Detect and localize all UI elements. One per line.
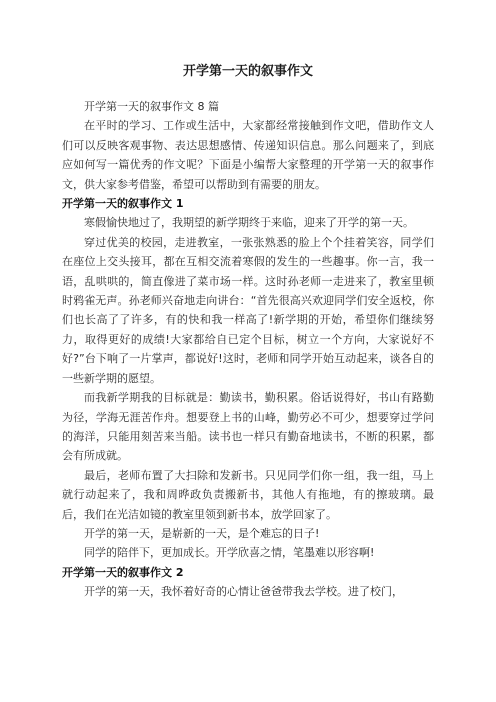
body-paragraph: 寒假愉快地过了，我期望的新学期终于来临，迎来了开学的第一天。: [84, 216, 414, 230]
document-body: [62, 97, 434, 602]
body-paragraph: 而我新学期我的目标就是：勤读书，勤积累。俗话说得好，书山有路勤为径，学海无涯苦作舟。想要登上书的山峰，勤劳必不可少，想要穿过学问的海洋，只能用刻苦来当船。读书也一样只有勤奋地读书，不断的积累，都会有所成就。: [62, 391, 434, 463]
body-paragraph: 最后，老师布置了大扫除和发新书。只见同学们你一组，我一组，马上就行动起来了，我和周晔政负责搬新书，其他人有拖地，有的擦玻璃。最后，我们在光洁如镜的教室里领到新书本，放学回家了。: [62, 468, 434, 521]
document-title: 开学第一天的叙事作文: [182, 64, 313, 79]
body-paragraph: 开学的第一天，是崭新的一天，是个难忘的日子!: [84, 526, 320, 540]
intro-paragraph: 在平时的学习、工作或生活中，大家都经常接触到作文吧，借助作文人们可以反映客观事物、表达思想感情、传递知识信息。那么问题来了，到底应如何写一篇优秀的作文呢？下面是小编帮大家整理的开学第一天的叙事作文，供大家参考借鉴，希望可以帮助到有需要的朋友。: [62, 119, 434, 191]
section-heading: 开学第一天的叙事作文 2: [62, 565, 184, 579]
section-heading: 开学第一天的叙事作文 1: [62, 197, 184, 211]
body-paragraph: 开学的第一天，我怀着好奇的心情让爸爸带我去学校。进了校门，: [84, 585, 403, 599]
subtitle-line: 开学第一天的叙事作文 8 篇: [84, 100, 219, 113]
body-paragraph: 穿过优美的校园，走进教室，一张张熟悉的脸上个个挂着笑容，同学们在座位上交头接耳，都在互相交流着寒假的发生的一些趣事。你一言，我一语，乱哄哄的，简直像进了菜市场一样。这时孙老师一走进来了，教室里顿时鸦雀无声。孙老师兴奋地走向讲台：“首先很高兴欢迎同学们安全返校，你们也长高了了许多，有的快和我一样高了!新学期的开始，希望你们继续努力，取得更好的成绩!大家都给自已定个目标，树立一个方向，大家说好不好?”台下响了一片掌声，都说好!这时，老师和同学开始互动起来，谈各自的一些新学期的愿望。: [62, 235, 434, 385]
body-paragraph: 同学的陪伴下，更加成长。开学欣喜之情，笔墨难以形容啊!: [84, 546, 375, 560]
